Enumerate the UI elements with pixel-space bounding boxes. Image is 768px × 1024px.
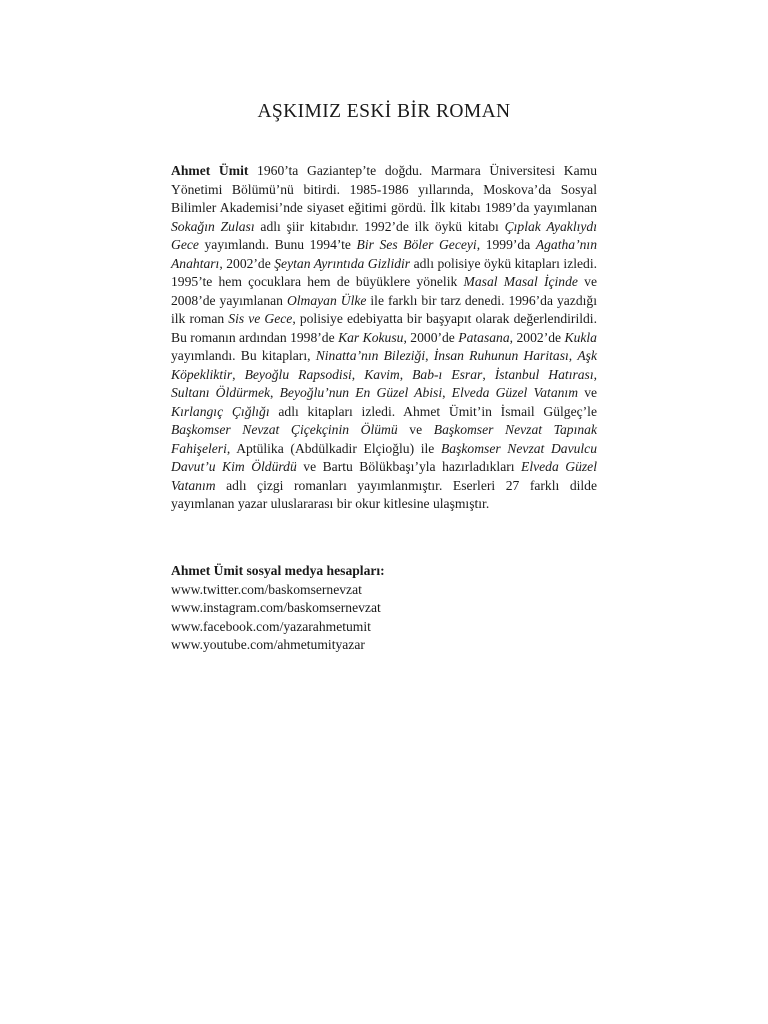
author-biography [171,162,597,514]
book-title-text: Kukla [564,329,597,345]
bio-text: , [482,366,495,382]
book-title-text: Kırlangıç Çığlığı [171,403,270,419]
bio-text: , 2002’de [509,329,565,345]
bio-text: , [351,366,365,382]
bio-text: ve 2008’de yayımlanan [171,274,598,308]
book-title-text: Sokağın Zulası [171,218,255,234]
book-title-text: Elveda Güzel Vatanım [171,459,597,493]
bio-text: , 2002’de [219,255,275,271]
bio-text: adlı kitapları izledi. Ahmet Ümit’in İsmail Gülgeç’le [269,403,597,419]
author-name: Ahmet Ümit [171,163,249,178]
book-title-text: Olmayan Ülke [286,292,367,308]
bio-text: ve [578,385,598,400]
book-title-text: Başkomser Nevzat Davulcu Davut’u Kim Öldürdü [171,440,598,474]
bio-text: , [399,366,413,382]
book-title-text: Aşk Köpekliktir [171,348,598,382]
youtube-link[interactable]: www.youtube.com/ahmetumityazar [171,637,365,652]
book-title-text: Beyoğlu Rapsodisi [244,366,352,382]
book-title-text: Bir Ses Böler Geceyi [356,237,477,252]
bio-text: ve [397,422,434,437]
bio-text: , [442,385,452,400]
book-title-text: Ninatta’nın Bileziği [315,348,426,363]
bio-text: yayımlandı. Bunu 1994’te [198,237,357,252]
book-title-text: Beyoğlu’nun En Güzel Abisi [279,385,443,400]
bio-text: adlı çizgi romanları yayımlanmıştır. Eserleri 27 farklı dilde yayımlanan yazar uluslararası bir okur kitlesine ulaşmıştır. [171,477,597,511]
bio-text: ile farklı bir tarz denedi. 1996’da yazdığı ilk roman [171,292,597,326]
book-title-text: Çıplak Ayaklıydı Gece [171,218,597,252]
instagram-link[interactable]: www.instagram.com/baskomsernevzat [171,600,381,615]
book-title-text: Agatha’nın Anahtarı [171,237,597,271]
facebook-link[interactable]: www.facebook.com/yazarahmetumit [171,618,371,634]
book-title-text: Kar Kokusu [338,329,404,345]
book-title-text: Başkomser Nevzat Çiçekçinin Ölümü [171,422,398,437]
bio-text: , polisiye edebiyatta bir başyapıt olarak değerlendirildi. Bu romanın ardından 1998’de [171,311,597,345]
bio-text: , [425,348,434,363]
book-title-text: İstanbul Hatırası [494,366,594,382]
bio-text: , [593,366,598,382]
bio-text: , [270,385,280,400]
book-title-text: Kavim [364,366,400,382]
bio-text: adlı şiir kitabıdır. 1992’de ilk öykü kitabı [254,218,505,234]
bio-text: 1960’ta Gaziantep’te doğdu. Marmara Üniversitesi Kamu Yönetimi Bölümü’nü bitirdi. 1985-1986 yıllarında, Moskova’da Sosyal Bilimler Akademisi’nde siyaset eğitimi gördü. İlk kitabı 1989’da yayımlanan [171,163,597,215]
book-title-text: Patasana [458,329,510,345]
twitter-link[interactable]: www.twitter.com/baskomsernevzat [171,581,362,597]
book-title-text: İnsan Ruhunun Haritası [433,348,569,363]
book-title-text: Başkomser Nevzat Tapınak Fahişeleri [171,422,597,456]
book-title-text: Bab-ı Esrar [412,366,483,382]
bio-text: adlı polisiye öykü kitapları izledi. 1995’te hem çocuklara hem de büyüklere yönelik [171,255,598,289]
bio-text: , 1999’da [476,237,536,252]
social-media-section [171,562,597,655]
book-title-text: Şeytan Ayrıntıda Gizlidir [274,255,411,271]
bio-text: , [568,348,578,363]
social-media-heading: Ahmet Ümit sosyal medya hesapları: [171,563,385,578]
book-title-text: Elveda Güzel Vatanım [451,385,579,400]
bio-text: ve Bartu Bölükbaşı’yla hazırladıkları [296,459,522,474]
bio-text: , 2000’de [403,329,459,345]
bio-text: , [232,366,245,382]
book-title-text: Masal Masal İçinde [463,274,578,289]
page-title: AŞKIMIZ ESKİ BİR ROMAN [257,101,511,122]
book-title-text: Sis ve Gece [228,311,293,326]
bio-text: yayımlandı. Bu kitapları, [171,348,316,363]
book-title-text: Sultanı Öldürmek [171,385,271,400]
bio-text: , Aptülika (Abdülkadir Elçioğlu) ile [226,440,441,456]
